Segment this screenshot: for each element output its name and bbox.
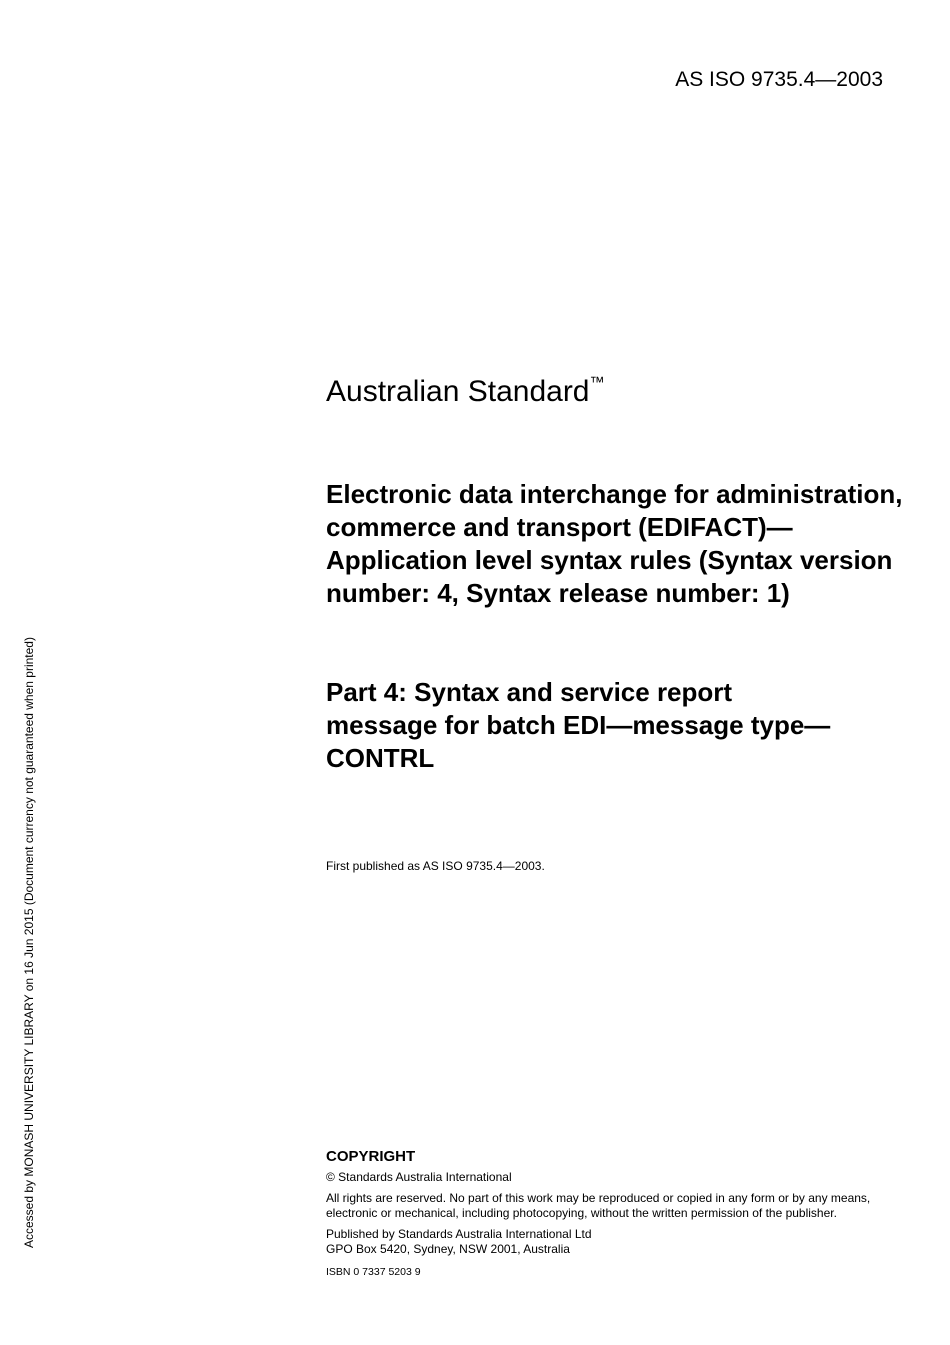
first-published-note: First published as AS ISO 9735.4—2003. (326, 859, 545, 873)
publisher-address: GPO Box 5420, Sydney, NSW 2001, Australia (326, 1242, 570, 1256)
standard-label-text: Australian Standard (326, 375, 590, 408)
publisher-name: Published by Standards Australia International Ltd (326, 1227, 592, 1241)
isbn: ISBN 0 7337 5203 9 (326, 1266, 421, 1278)
access-margin-note: Accessed by MONASH UNIVERSITY LIBRARY on 16 Jun 2015 (Document currency not guaranteed when printed) (22, 637, 36, 1248)
document-number: AS ISO 9735.4—2003 (675, 68, 883, 91)
part-title: Part 4: Syntax and service report message for batch EDI—message type—CONTRL (326, 677, 831, 773)
copyright-block (326, 1149, 886, 1280)
copyright-heading: COPYRIGHT (326, 1148, 416, 1165)
document-title: Electronic data interchange for administration, commerce and transport (EDIFACT)—Application level syntax rules (Syntax version number: 4, Syntax release number: 1) (326, 479, 903, 608)
standard-label (326, 374, 605, 409)
trademark-symbol: ™ (589, 374, 605, 391)
copyright-rights-statement: All rights are reserved. No part of this work may be reproduced or copied in any form or by any means, electronic or mechanical, including photocopying, without the written permission of the publisher. (326, 1191, 871, 1220)
copyright-owner: © Standards Australia International (326, 1170, 512, 1184)
